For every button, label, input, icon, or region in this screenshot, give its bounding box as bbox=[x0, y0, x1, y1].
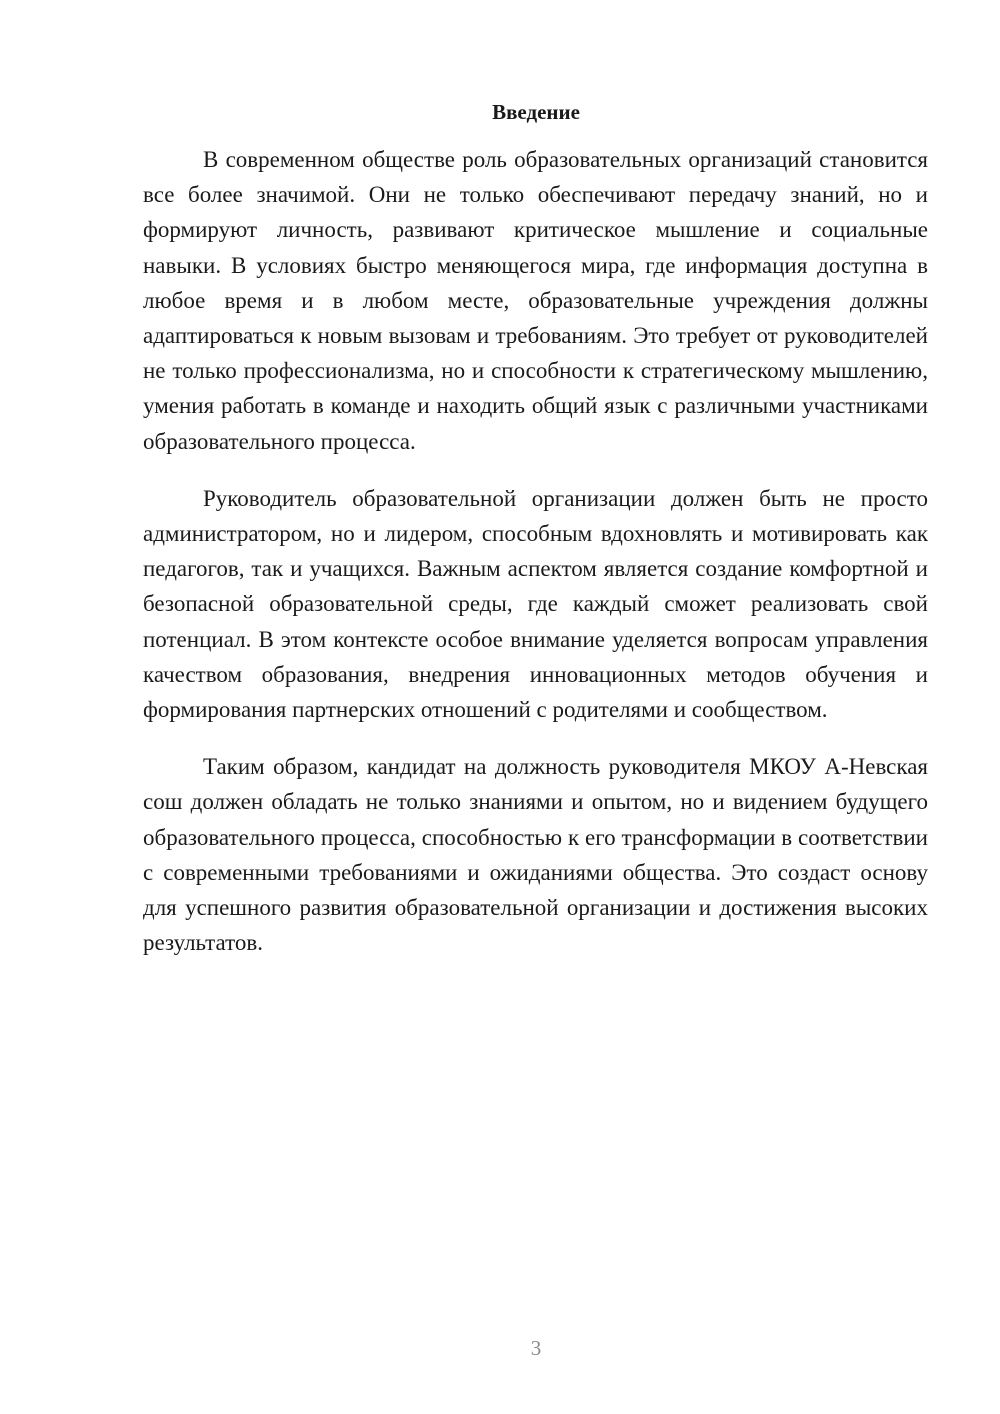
section-heading: Введение bbox=[492, 100, 580, 124]
paragraph-3: Таким образом, кандидат на должность руководителя МКОУ А-Невская сош должен обладать не только знаниями и опытом, но и видением будущего образовательного процесса, способностью к его трансформации в соответствии с современными требованиями и ожиданиями общества. Это создаст основу для успешного развития образовательной организации и достижения высоких результатов. bbox=[143, 754, 928, 956]
page-number: 3 bbox=[530, 1336, 542, 1360]
body-text bbox=[143, 142, 928, 982]
paragraph-1: В современном обществе роль образовательных организаций становится все более значимой. Они не только обеспечивают передачу знаний, но и формируют личность, развивают критическое мышление и социальные навыки. В условиях быстро меняющегося мира, где информация доступна в любое время и в любом месте, образовательные учреждения должны адаптироваться к новым вызовам и требованиям. Это требует от руководителей не только профессионализма, но и способности к стратегическому мышлению, умения работать в команде и находить общий язык с различными участниками образовательного процесса. bbox=[143, 147, 928, 454]
paragraph-2: Руководитель образовательной организации должен быть не просто администратором, но и лидером, способным вдохновлять и мотивировать как педагогов, так и учащихся. Важным аспектом является создание комфортной и безопасной образовательной среды, где каждый сможет реализовать свой потенциал. В этом контексте особое внимание уделяется вопросам управления качеством образования, внедрения инновационных методов обучения и формирования партнерских отношений с родителями и сообществом. bbox=[143, 485, 928, 723]
